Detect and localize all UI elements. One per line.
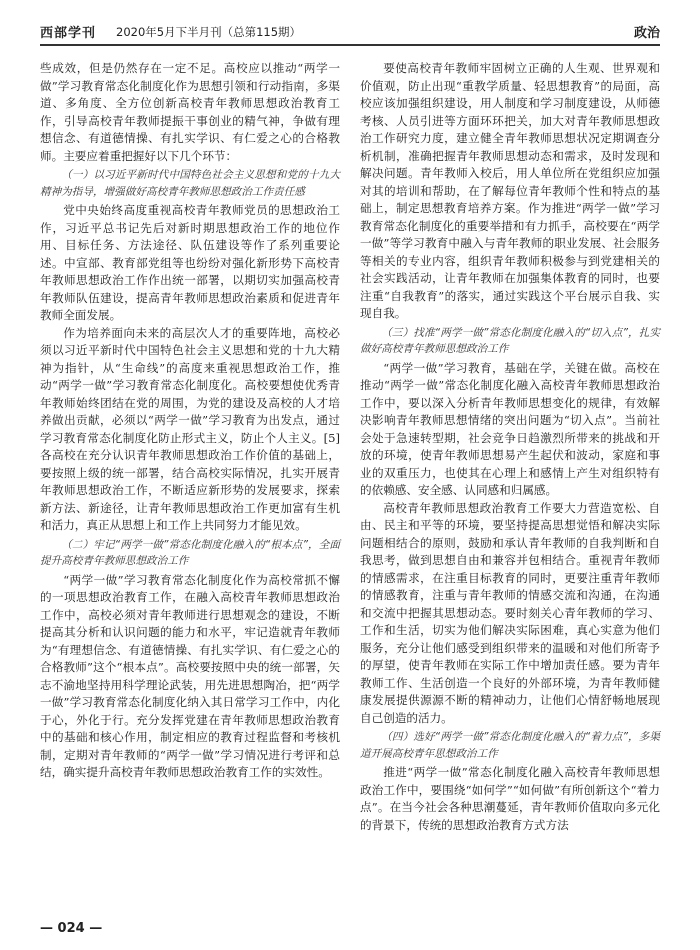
body-paragraph: 推进“两学一做”常态化制度化融入高校青年教师思想政治工作中，要围绕“如何学”“如何做”有所创新这个“着力点”。在当今社会各种思潮蔓延，青年教师价值取向多元化的背景下，传统的思想政治教育方式方法 (360, 765, 660, 832)
body-paragraph: 要使高校青年教师牢固树立正确的人生观、世界观和价值观，防止出现“重教学质量、轻思想教育”的局面，高校应该加强组织建设，用人制度和学习制度建设，从师德考核、人员引进等方面环环把关，加大对青年教师思想政治工作研究力度，建立健全青年教师思想状况定期调查分析机制，准确把握青年教师思想动态和需求，及时发现和解决问题。青年教师入校后，用人单位所在党组织应加强对其的培训和帮助，在了解每位青年教师个性和特点的基础上，制定思想教育培养方案。作为推进“两学一做”学习教育常态化制度化的重要举措和有力抓手，高校要在“两学一做”等学习教育中融入与青年教师的职业发展、社会服务等相关的专业内容，组织青年教师积极参与到党建相关的社会实践活动，让青年教师在加强集体教育的同时，也要注重“自我教育”的落实，通过实践这个平台展示自我、实现自我。 (360, 61, 660, 320)
page-header (40, 20, 660, 46)
section-subheading: （二）牢记“两学一做”常态化制度化融入的“根本点”，全面提升高校青年教师思想政治工作 (40, 538, 340, 567)
section-subheading: （一）以习近平新时代中国特色社会主义思想和党的十九大精神为指导，增强做好高校青年教师思想政治工作责任感 (40, 169, 340, 198)
right-column (360, 60, 660, 834)
body-paragraph: 作为培养面向未来的高层次人才的重要阵地，高校必须以习近平新时代中国特色社会主义思想和党的十九大精神为指针，从“生命线”的高度来重视思想政治工作，推动“两学一做”学习教育常态化制度化。高校要想使优秀青年教师始终团结在党的周围，为党的建设及高校的人才培养做出贡献，必须以“两学一做”学习教育为出发点，通过学习教育常态化制度化防止形式主义，防止个人主义。[5]各高校在充分认识青年教师思想政治工作价值的基础上，要按照上级的统一部署，结合高校实际情况，扎实开展青年教师思想政治工作，不断适应新形势的发展要求，探索新方法、新途径，让青年教师思想政治工作更加富有生机和活力，真正从思想上和工作上共同努力才能见效。 (40, 325, 340, 532)
body-paragraph: 高校青年教师思想政治教育工作要大力营造宽松、自由、民主和平等的环境，要坚持提高思想觉悟和解决实际问题相结合的原则，鼓励和承认青年教师的自我判断和自我思考，做到思想自由和兼容并包相结合。重视青年教师的情感需求，在注重目标教育的同时，更要注重青年教师的情感教育，注重与青年教师的情感交流和沟通，在沟通和交流中把握其思想动态。要时刻关心青年教师的学习、工作和生活，切实为他们解决实际困难，真心实意为他们服务，充分让他们感受到组织带来的温暖和对他们所寄予的厚望，使青年教师在实际工作中增加责任感。要为青年教师工作、生活创造一个良好的外部环境，为青年教师健康发展提供源源不断的精神动力，让他们心情舒畅地展现自己创造的活力。 (360, 500, 660, 725)
left-column (40, 60, 340, 782)
body-paragraph: 些成效，但是仍然存在一定不足。高校应以推动“两学一做”学习教育常态化制度化作为思想引领和行动指南，多渠道、多角度、全方位创新高校青年教师思想政治教育工作，引导高校青年教师提振干事创业的精气神，争做有理想信念、有道德情操、有扎实学识、有仁爱之心的合格教师。主要应着重把握好以下几个环节： (40, 61, 340, 163)
journal-title: 西部学刊 (40, 26, 97, 41)
section-subheading: （三）找准“两学一做”常态化制度化融入的“切入点”，扎实做好高校青年教师思想政治工作 (360, 326, 660, 355)
section-label: 政治 (633, 26, 660, 41)
body-paragraph: “两学一做”学习教育常态化制度化作为高校常抓不懈的一项思想政治教育工作，在融入高校青年教师思想政治工作中，高校必须对青年教师进行思想观念的建设，不断提高其分析和认识问题的能力和水平，牢记造就青年教师为“有理想信念、有道德情操、有扎实学识、有仁爱之心的合格教师”这个“根本点”。高校要按照中央的统一部署，矢志不渝地坚持用科学理论武装，用先进思想陶冶，把“两学一做”学习教育常态化制度化纳入其日常学习工作中，内化于心，外化于行。充分发挥党建在青年教师思想政治教育中的基础和核心作用，制定相应的教育过程监督和考核机制，定期对青年教师的“两学一做”学习情况进行考评和总结，确实提升高校青年教师思想政治教育工作的实效性。 (40, 572, 340, 779)
section-subheading: （四）选好“两学一做”常态化制度化融入的“着力点”，多渠道开展高校青年思想政治工作 (360, 731, 660, 760)
body-paragraph: 党中央始终高度重视高校青年教师党员的思想政治工作，习近平总书记先后对新时期思想政治工作的地位作用、目标任务、方法途径、队伍建设等作了系列重要论述。中宣部、教育部党组等也纷纷对强化新形势下高校青年教师思想政治工作作出统一部署，以期切实加强高校青年教师队伍建设，提高青年教师思想政治素质和促进青年教师全面发展。 (40, 203, 340, 322)
page-number: — 024 — (40, 921, 103, 936)
issue-info: 2020年5月下半月刊（总第115期） (116, 25, 302, 39)
body-paragraph: “两学一做”学习教育，基础在学，关键在做。高校在推动“两学一做”常态化制度化融入高校青年教师思想政治工作中，要以深入分析青年教师思想变化的规律，有效解决影响青年教师思想情绪的突出问题为“切入点”。当前社会处于急速转型期，社会竞争日趋激烈所带来的挑战和开放的环境，使青年教师思想易产生起伏和波动，家庭和事业的双重压力，也使其在心理上和感情上产生对组织特有的依赖感、安全感、认同感和归属感。 (360, 360, 660, 497)
